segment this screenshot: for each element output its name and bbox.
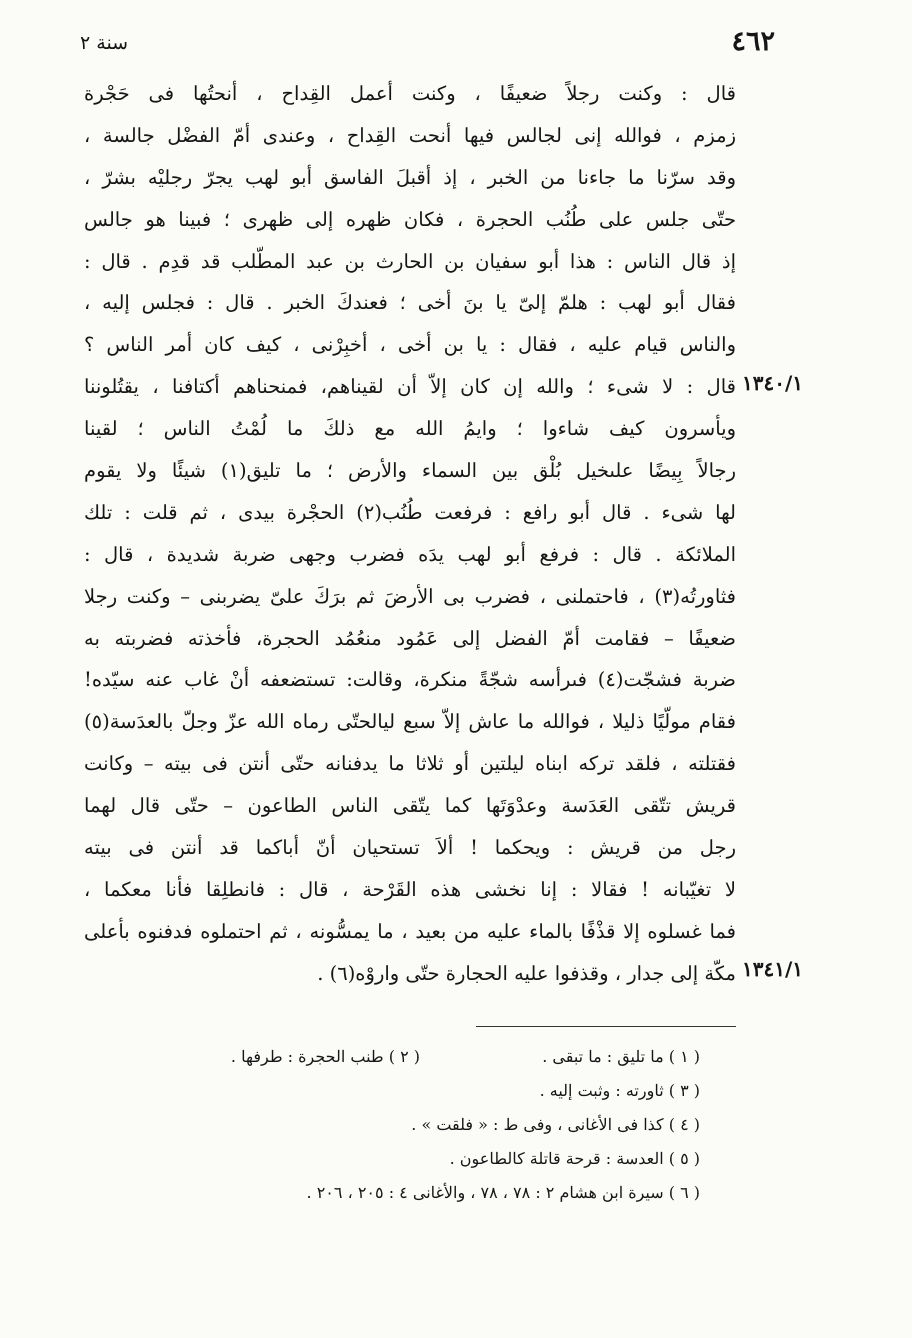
text-line: قال : لا شىء ؛ والله إن كان إلاّ أن لقيناهم، فمنحناهم أكتافنا ، يقتُلوننا xyxy=(84,375,736,399)
text-line: لا تغيّبانه ! فقالا : إنا نخشى هذه القَرْحة ، قال : فانطلِقا فأنا معكما ، xyxy=(84,877,736,901)
body-text xyxy=(84,73,736,995)
text-line: رجل من قريش : ويحكما ! ألاَ تستحيان أنّ أباكما قد أنتن فى بيته xyxy=(84,836,736,860)
footnote-row xyxy=(170,1176,700,1210)
text-line: حتّى جلس على طُنُب الحجرة ، فكان ظهره إلى ظهرى ؛ فبينا هو جالس xyxy=(84,207,736,231)
footnote-row xyxy=(170,1108,700,1142)
text-line: قريش تتّقى العَدَسة وعدْوَتَها كما يتّقى الناس الطاعون – حتّى قال لهما xyxy=(84,794,736,818)
text-line: ويأسرون كيف شاءوا ؛ وايمُ الله مع ذلكَ ما لُمْتُ الناس ؛ لقينا xyxy=(84,417,736,441)
footnote: ( ٣ ) ثاورته : وثبت إليه . xyxy=(539,1081,700,1100)
text-line: فقام مولّيًا ذليلا ، فوالله ما عاش إلاّ سبع ليالحتّى رماه الله عزّ وجلّ بالعدَسة(٥) xyxy=(84,710,736,734)
footnote: ( ٤ ) كذا فى الأغانى ، وفى ط : « فلقت » . xyxy=(411,1115,700,1134)
footnote-separator xyxy=(476,1026,736,1027)
footnote-row xyxy=(170,1040,700,1074)
text-line: ضربة فشجّت(٤) فىرأسه شجّةً منكرة، وقالت: تستضعفه أنْ غاب عنه سيّده! xyxy=(84,668,736,692)
text-line: إذ قال الناس : هذا أبو سفيان بن الحارث بن عبد المطّلب قد قدِم . قال : xyxy=(84,249,736,273)
footnote: ( ٢ ) طنب الحجرة : طرفها . xyxy=(230,1047,420,1066)
margin-reference: ١٣٤١/١ xyxy=(742,957,804,981)
page-number: ٤٦٢ xyxy=(731,26,775,57)
footnote-row xyxy=(170,1074,700,1108)
text-line: رجالاً بِيضًا علىخيل بُلْق بين السماء والأرض ؛ ما تليق(١) شيئًا ولا يقوم xyxy=(84,459,736,483)
footnote: ( ٦ ) سيرة ابن هشام ٢ : ٧٨ ، ٧٨ ، والأغانى ٤ : ٢٠٥ ، ٢٠٦ . xyxy=(306,1183,700,1202)
text-line: وقد سرّنا ما جاءنا من الخبر ، إذ أقبلَ الفاسق أبو لهب يجرّ رجليْه بشرّ ، xyxy=(84,165,736,189)
text-line: الملائكة . قال : فرفع أبو لهب يدَه فضرب وجهى ضربة شديدة ، قال : xyxy=(84,542,736,566)
margin-reference: ١٣٤٠/١ xyxy=(742,371,804,395)
text-line: لها شىء . قال أبو رافع : فرفعت طُنُب(٢) الحجْرة بيدى ، ثم قلت : تلك xyxy=(84,500,736,524)
text-line: فقتلته ، فلقد تركه ابناه ليلتين أو ثلاثا ما يدفنانه حتّى أنتن فى بيته – وكانت xyxy=(84,752,736,776)
footnotes xyxy=(170,1040,700,1210)
footnote: ( ١ ) ما تليق : ما تبقى . xyxy=(542,1047,700,1066)
text-line: والناس قيام عليه ، فقال : يا بن أخى ، أخبِرْنى ، كيف كان أمر الناس ؟ xyxy=(84,333,736,357)
text-line: زمزم ، فوالله إنى لجالس فيها أنحت القِداح ، وعندى أمّ الفضْل جالسة ، xyxy=(84,123,736,147)
footnote: ( ٥ ) العدسة : قرحة قاتلة كالطاعون . xyxy=(449,1149,700,1168)
text-line: فما غسلوه إلا قذْفًا بالماء عليه من بعيد ، ما يمسُّونه ، ثم احتملوه فدفنوه بأعلى xyxy=(84,919,736,943)
text-line: مكّة إلى جدار ، وقذفوا عليه الحجارة حتّى واروْه(٦) . xyxy=(317,961,736,985)
text-line: قال : وكنت رجلاً ضعيفًا ، وكنت أعمل القِداح ، أنحتُها فى حَجْرة xyxy=(84,82,736,105)
running-header-year: سنة ٢ xyxy=(80,32,129,54)
text-line: فقال أبو لهب : هلمّ إلىّ يا بنَ أخى ؛ فعندكَ الخبر . قال : فجلس إليه ، xyxy=(84,291,736,315)
text-line: ضعيفًا – فقامت أمّ الفضل إلى عَمُود منعُمُد الحجرة، فأخذته فضربته به xyxy=(84,626,736,650)
footnote-row xyxy=(170,1142,700,1176)
text-line: فثاورتُه(٣) ، فاحتملنى ، فضرب بى الأرضَ ثم برَكَ علىّ يضربنى – وكنت رجلا xyxy=(84,584,736,608)
